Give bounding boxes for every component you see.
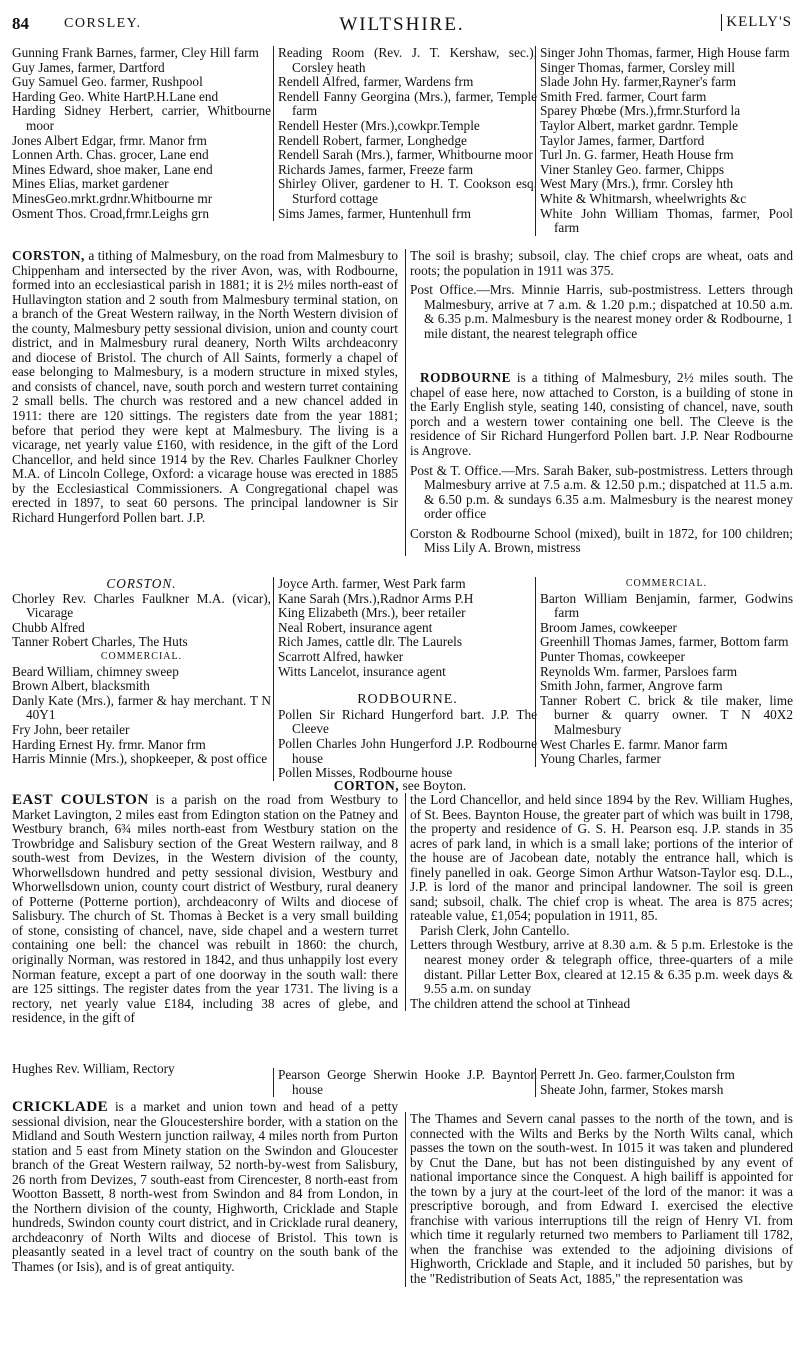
list-item: Perrett Jn. Geo. farmer,Coulston frm [540, 1067, 735, 1082]
commercial-label: COMMERCIAL. [100, 650, 183, 662]
list-item: Harris Minnie (Mrs.), shopkeeper, & post office [12, 751, 268, 767]
rodbourne-lead: RODBOURNE [420, 370, 511, 386]
list-item: Smith John, farmer, Angrove farm [540, 678, 723, 694]
corsley-directory-col1 [12, 46, 271, 221]
corston-post-office: Post Office.—Mrs. Minnie Harris, sub-postmistress. Letters through Malmesbury, arrive at 7 a.m. & 1.20 p.m.; dispatched at 10.50 a.m. & 6.35 p.m. Malmesbury is the nearest money order & Rodbourne, 1 mile distant, the nearest telegraph office [410, 282, 793, 341]
list-item: Osment Thos. Croad,frmr.Leighs grn [12, 205, 209, 221]
rodbourne-private-list [278, 708, 537, 781]
east-coulston-letters: Letters through Westbury, arrive at 8.30 a.m. & 5 p.m. Erlestoke is the nearest money order & telegraph office, three-quarters of a mile distant. Pillar Letter Box, cleared at 12.15 & 6.35 p.m. week days & 9.55 a.m. on sunday [410, 937, 793, 997]
corston-text: a tithing of Malmesbury, on the road from Malmesbury to Chippenham and intersected by the river Avon, was, with Rodbourne, formed into an ecclesiastical parish in 1881; it is 2½ miles north-east of Hullavington station and 2 south from Malmesbury terminal station, on a branch of the Great Western railway, in the North Western division of the county, Malmesbury petty sessional division, union and county court district, and in Malmesbury rural deanery, North Wilts archdeaconry and diocese of Bristol. The church of All Saints, formerly a chapel of ease belonging to Malmesbury, is a modern structure in mixed styles, and consists of chancel, nave, south porch and western turret containing 2 small bells. The church was restored and a new chancel added in 1911: there are 120 sittings. The registers date from the year 1881; before that period they were kept at Malmesbury. The living is a vicarage, net yearly value £160, with residence, in the gift of the Lord Chancellor, and held since 1914 by the Rev. Charles Faulkner Chorley M.A. of Lincoln College, Oxford: a vicarage house was erected in 1885 by the Ecclesiastical Commissioners. A Congregational chapel was erected in 1897, to seat 60 persons. The principal landowner is Sir Richard Hungerford Pollen bart. J.P. [12, 248, 398, 525]
list-item: White John William Thomas, farmer, Pool farm [540, 205, 793, 236]
cricklade-text: is a market and union town and head of a petty sessional division, near the Gloucestershire border, with a station on the Midland and South Western junction railway, 4 miles north from Purton station and 5 east from Minety station on the Swindon and Gloucester branch of the Great Western railway, 52 north-by-west from Salisbury, 26 north from Devizes, 7 south-east from Cirencester, 8 north-east from Wootton Bassett, 8 north-west from Swindon and 84 from London, in the Northern division of the county, Highworth, Cricklade and Staple hundreds, Swindon county court district, and in Cricklade rural deanery, archdeaconry of North Wilts and diocese of Bristol. This town is pleasantly seated in a level tract of country on the south bank of the Thames (or Isis), and is of great antiquity. [12, 1099, 398, 1275]
corston-directory-col3 [535, 577, 793, 767]
rodbourne-text: is a tithing of Malmesbury, 2½ miles south. The chapel of ease here, now attached to Corston, is a building of stone in the Early English style, seating 140, consisting of chancel, nave, south porch and a western tower containing one bell. The Cleeve is the residence of Sir Richard Hungerford Pollen bart. J.P. Near Rodbourne is Angrove. [410, 370, 793, 459]
rodbourne-post-office: Post & T. Office.—Mrs. Sarah Baker, sub-postmistress. Letters through Malmesbury arrive at 7.5 a.m. & 12.50 p.m.; dispatched at 11.5 a.m. & 6.50 p.m. & sundays 6.35 a.m. Malmesbury is the nearest money order office [410, 462, 793, 522]
east-coulston-lead: EAST COULSTON [12, 792, 149, 808]
list-item: Brown Albert, blacksmith [12, 678, 150, 694]
list-item: White & Whitmarsh, wheelwrights &c [540, 190, 747, 206]
cricklade-text-2: The Thames and Severn canal passes to the north of the town, and is connected with the Wilts and Berks by the North Wilts canal, which passes the town on the south-west. In 1015 it was taken and plundered by Cnut the Dane, but has not been distinguished by any event of national importance since the Conquest. A high bailiff is appointed for the town by a jury at the court-leet of the lord of the manor: it was a prescriptive borough, and from Edward I. exercised the elective franchise with various interruptions till the reign of Henry VI. from which time it regularly returned two members to Parliament till 1782, when the franchise was extended to the adjoining divisions of Highworth, Cricklade and Staple, and it included 50 parishes, but by the "Redistribution of Seats Act, 1885," the representation was [410, 1111, 793, 1287]
list-item: Rendell Alfred, farmer, Wardens frm [278, 74, 474, 90]
running-place: CORSLEY. [64, 16, 142, 31]
list-item: King Elizabeth (Mrs.), beer retailer [278, 605, 466, 621]
list-item: Slade John Hy. farmer,Rayner's farm [540, 74, 736, 90]
list-item: Sims James, farmer, Huntenhull frm [278, 205, 471, 221]
county-title: WILTSHIRE. [339, 14, 465, 35]
list-item: Viner Stanley Geo. farmer, Chipps [540, 161, 725, 177]
list-item: Smith Fred. farmer, Court farm [540, 88, 707, 104]
list-item: Mines Elias, market gardener [12, 176, 169, 192]
list-item: Taylor Albert, market gardnr. Temple [540, 117, 739, 133]
list-item: Neal Robert, insurance agent [278, 619, 433, 635]
corton-text: see Boyton. [402, 778, 467, 793]
list-item: Sparey Phœbe (Mrs.),frmr.Sturford la [540, 103, 741, 119]
list-item: Greenhill Thomas James, farmer, Bottom farm [540, 634, 789, 650]
list-item: Pollen Sir Richard Hungerford bart. J.P. The Cleeve [278, 706, 537, 737]
corston-commercial-list [12, 665, 271, 767]
cricklade-description [12, 1100, 398, 1275]
list-item: Kane Sarah (Mrs.),Radnor Arms P.H [278, 590, 474, 606]
list-item: Guy Samuel Geo. farmer, Rushpool [12, 74, 203, 90]
rodbourne-commercial-list [540, 592, 793, 767]
list-item: Harding Ernest Hy. frmr. Manor frm [12, 736, 206, 752]
corsley-directory-col2 [273, 46, 537, 221]
list-item: Rendell Sarah (Mrs.), farmer, Whitbourne moor [278, 147, 533, 163]
list-item: Rendell Hester (Mrs.),cowkpr.Temple [278, 117, 480, 133]
list-item: Singer John Thomas, farmer, High House farm [540, 45, 790, 60]
list-item: Reynolds Wm. farmer, Parsloes farm [540, 663, 738, 679]
list-item: Reading Room (Rev. J. T. Kershaw, sec.), Corsley heath [278, 45, 537, 75]
list-item: Richards James, farmer, Freeze farm [278, 161, 474, 177]
list-item: Joyce Arth. farmer, West Park farm [278, 576, 466, 591]
corston-school: Corston & Rodbourne School (mixed), built in 1872, for 100 children; Miss Lily A. Brown, mistress [410, 525, 793, 556]
corston-directory-col2 [273, 577, 537, 781]
list-item: Rendell Robert, farmer, Longhedge [278, 132, 467, 148]
corston-description [12, 249, 398, 525]
list-item: Tanner Robert C. brick & tile maker, lime burner & quarry owner. T N 40X2 Malmesbury [540, 692, 793, 737]
east-coulston-dir-col2 [273, 1068, 537, 1097]
list-item: Barton William Benjamin, farmer, Godwins farm [540, 590, 793, 621]
east-coulston-dir-col1 [12, 1062, 271, 1077]
east-coulston-school: The children attend the school at Tinhead [410, 995, 631, 1011]
list-item: Young Charles, farmer [540, 751, 661, 767]
list-item: Pollen Misses, Rodbourne house [278, 765, 453, 781]
list-item: Harding Geo. White HartP.H.Lane end [12, 88, 219, 104]
list-item: Danly Kate (Mrs.), farmer & hay merchant. T N 40Y1 [12, 692, 271, 723]
corston-soil: The soil is brashy; subsoil, clay. The chief crops are wheat, oats and roots; the population in 1911 was 375. [410, 248, 793, 278]
east-coulston-text-2: the Lord Chancellor, and held since 1894 by the Rev. William Hughes, of St. Bees. Baynton House, the greater part of which was built in 1798, the property and residence of G. S. H. Pearson esq. J.P. stands in 35 acres of park land, in which is a small lake; portions of the interior of the house are of Jacobean date, notably the entrance hall, which is finely panelled in oak. George Simon Arthur Watson-Taylor esq. D.L., J.P. is lord of the manor and principal landowner. The soil is green sand; subsoil, chalk. The chief crop is wheat. The area is 875 acres; rateable value, £1,054; population in 1911, 85. [410, 792, 793, 924]
corston-details [405, 249, 793, 556]
cricklade-lead: CRICKLADE [12, 1099, 109, 1115]
list-item: Broom James, cowkeeper [540, 619, 677, 635]
list-item: Pollen Charles John Hungerford J.P. Rodbourne house [278, 735, 537, 766]
corton-heading: CORTON, [333, 778, 400, 793]
list-item: Pearson George Sherwin Hooke J.P. Baynton house [278, 1067, 537, 1097]
east-coulston-text: is a parish on the road from Westbury to Market Lavington, 2 miles east from Edington station on the Patney and Westbury branch, 6¾ miles north-east from Westbury station on the Trowbridge and Salisbury section of the Great Western railway, and 8 south-west from Devizes, in the Western division of the county, Whorwellsdown hundred and petty sessional division, Westbury and Whorwellsdown union, county court district of Westbury, rural deanery of Potterne (Potterne portion), archdeaconry of Wilts and diocese of Salisbury. The church of St. Thomas à Becket is a very small building of stone, consisting of chancel, nave, side chapel and a western turret containing one bell: the chancel was rebuilt in 1860: the church, originally Norman, was restored in 1842, and thus unhappily lost every Norman feature, except a part of one doorway in the south wall: there are 125 sittings. The register dates from the year 1731. The living is a rectory, net yearly value £184, including 38 acres of glebe, and residence, in the gift of [12, 792, 399, 1026]
list-item: Turl Jn. G. farmer, Heath House frm [540, 147, 734, 163]
corston-lead: CORSTON, [12, 248, 85, 263]
publisher-mark: KELLY'S [721, 14, 792, 31]
east-coulston-description [12, 793, 398, 1026]
corston-heading: CORSTON. [106, 576, 177, 591]
list-item: Lonnen Arth. Chas. grocer, Lane end [12, 147, 209, 163]
list-item: Taylor James, farmer, Dartford [540, 132, 705, 148]
list-item: Singer Thomas, farmer, Corsley mill [540, 59, 735, 75]
list-item: Mines Edward, shoe maker, Lane end [12, 161, 213, 177]
list-item: Tanner Robert Charles, The Huts [12, 634, 188, 650]
list-item: Witts Lancelot, insurance agent [278, 663, 446, 679]
list-item: Gunning Frank Barnes, farmer, Cley Hill farm [12, 45, 259, 60]
corston-private-list [12, 592, 271, 650]
list-item: Scarrott Alfred, hawker [278, 648, 404, 664]
corston-commercial-list-2 [278, 577, 537, 679]
east-coulston-dir-col3 [535, 1068, 793, 1097]
rodbourne-commercial-label: COMMERCIAL. [625, 578, 708, 589]
parish-clerk: Parish Clerk, John Cantello. [420, 922, 570, 938]
list-item: Rich James, cattle dlr. The Laurels [278, 634, 463, 650]
east-coulston-details [405, 793, 793, 1011]
list-item: Jones Albert Edgar, frmr. Manor frm [12, 132, 207, 148]
list-item: Guy James, farmer, Dartford [12, 59, 165, 75]
list-item: Chorley Rev. Charles Faulkner M.A. (vicar), Vicarage [12, 590, 271, 621]
corsley-directory-col3 [535, 46, 793, 236]
list-item: Harding Sidney Herbert, carrier, Whitbourne moor [12, 103, 271, 133]
list-item: Sheate John, farmer, Stokes marsh [540, 1081, 724, 1097]
list-item: West Mary (Mrs.), frmr. Corsley hth [540, 176, 734, 192]
list-item: Punter Thomas, cowkeeper [540, 648, 685, 664]
list-item: MinesGeo.mrkt.grdnr.Whitbourne mr [12, 190, 213, 206]
list-item: Shirley Oliver, gardener to H. T. Cookson esq. Sturford cottage [278, 176, 537, 206]
list-item: Hughes Rev. William, Rectory [12, 1061, 175, 1076]
list-item: West Charles E. farmr. Manor farm [540, 736, 728, 752]
list-item: Chubb Alfred [12, 619, 85, 635]
list-item: Fry John, beer retailer [12, 721, 130, 737]
list-item: Rendell Fanny Georgina (Mrs.), farmer, Temple farm [278, 88, 537, 119]
list-item: Beard William, chimney sweep [12, 663, 179, 679]
page-header [12, 14, 792, 38]
cricklade-history [405, 1112, 793, 1287]
rodbourne-heading: RODBOURNE. [357, 692, 458, 708]
page-number: 84 [12, 14, 29, 33]
corston-directory-col1 [12, 577, 271, 767]
